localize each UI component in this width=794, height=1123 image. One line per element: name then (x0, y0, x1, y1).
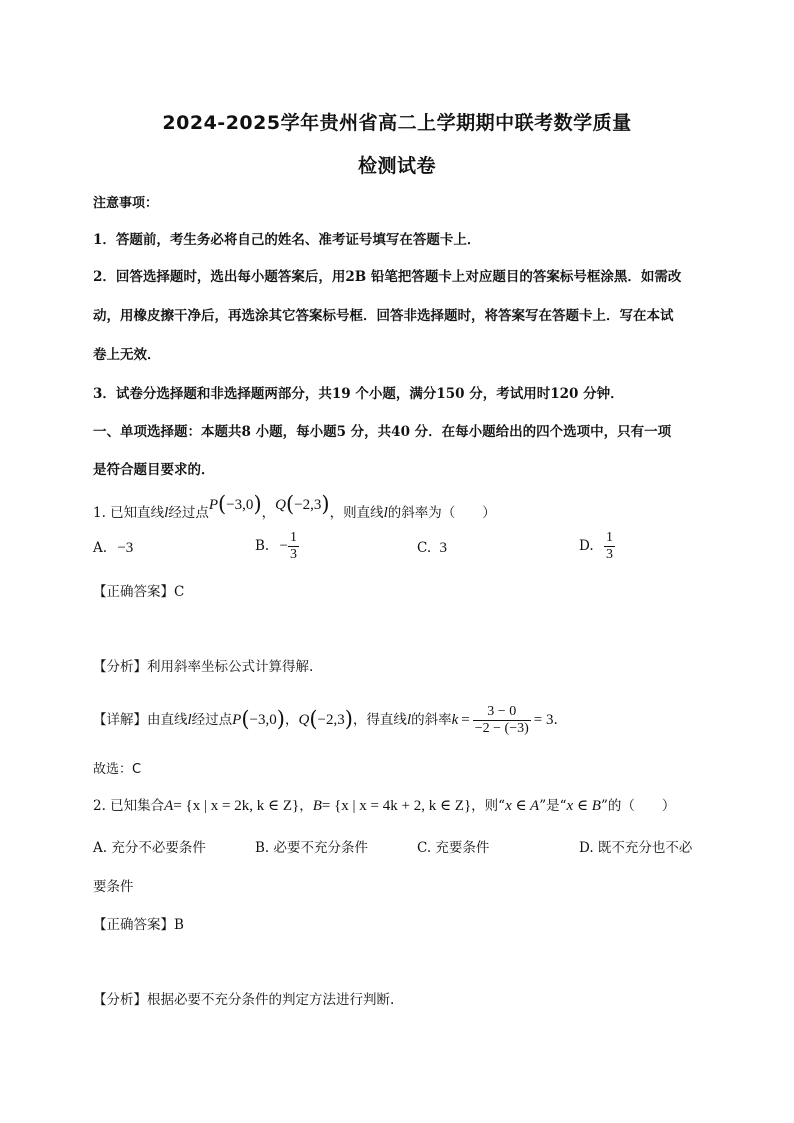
q1-correct-answer: 【正确答案】C (93, 584, 185, 600)
q1-option-d-fraction (604, 530, 615, 563)
q2-stem-text-c: ”是“ (539, 798, 567, 814)
q2-set-b-def: = {x | x = 4k + 2, k ∈ Z} (321, 798, 472, 814)
q1-comma: ， (261, 505, 276, 521)
q1-option-b-numerator: 1 (289, 530, 297, 545)
q1-detail-point-q: Q (298, 712, 310, 729)
q2-set-a-name: A (164, 798, 174, 814)
q2-stem-text-b: ，则“ (471, 798, 506, 814)
q1-stem-text-d: 的斜率为（ ） (387, 505, 496, 521)
q1-option-b-label: B. (255, 538, 270, 555)
q1-option-b (255, 530, 299, 563)
exam-title-line-1: 2024-2025学年贵州省高二上学期期中联考数学质量 (162, 112, 632, 134)
section-1-heading-line-2: 是符合题目要求的． (93, 462, 215, 478)
q1-option-d-numerator: 1 (605, 530, 613, 545)
q1-slope-fraction (473, 704, 531, 737)
q1-slope-k: k (451, 712, 459, 729)
q1-point-p-coords: −3,0 (226, 497, 254, 513)
q1-option-c-value: 3 (439, 540, 447, 556)
q2-analysis-text: 根据必要不充分条件的判定方法进行判断. (147, 992, 395, 1008)
q2-stem-text-a: 2. 已知集合 (93, 798, 165, 814)
q1-option-a-value: −3 (117, 540, 134, 556)
q1-analysis-text: 利用斜率坐标公式计算得解. (147, 659, 314, 675)
q1-option-d-denominator: 3 (605, 547, 613, 563)
section-1-heading-line-1: 一、单项选择题：本题共8 小题，每小题5 分，共40 分．在每小题给出的四个选项中，只有一项 (93, 424, 672, 440)
note-2-line-1: 2．回答选择题时，选出每小题答案后，用2B 铅笔把答题卡上对应题目的答案标号框涂黑．如需改 (93, 269, 682, 285)
q1-detail-text-b: 经过点 (191, 712, 233, 729)
q1-detail: 【详解】由直线l经过点P(−3,0)，Q(−2,3)，得直线l的斜率k = $\frac{3 - 0}{-2 - (-3)}$ = 3. (93, 704, 558, 737)
q2-separator: ， (299, 798, 313, 814)
q1-slope-numerator: 3 − 0 (487, 704, 517, 719)
q1-option-c (417, 540, 447, 557)
q2-set-a-def: = {x | x = 2k, k ∈ Z} (173, 798, 300, 814)
q1-stem-text-c: ，则直线 (329, 505, 384, 521)
q1-detail-comma: ， (284, 712, 299, 729)
q2-option-b: B. 必要不充分条件 (255, 840, 369, 856)
q1-analysis (93, 655, 313, 675)
q1-detail-point-p-coords: −3,0 (249, 712, 277, 729)
note-2-line-3: 卷上无效． (93, 347, 161, 363)
q1-detail-line-symbol: l (187, 712, 192, 729)
q2-correct-answer: 【正确答案】B (93, 917, 184, 933)
q1-detail-line-symbol-2: l (406, 712, 412, 729)
q2-option-d-continued: 要条件 (93, 879, 134, 895)
q1-option-d-label: D. (579, 538, 594, 555)
q1-detail-text-d: 的斜率 (411, 712, 452, 729)
q2-option-a: A. 充分不必要条件 (93, 840, 206, 856)
q1-option-b-sign: − (279, 538, 288, 555)
q1-option-b-denominator: 3 (289, 547, 297, 563)
q2-analysis (93, 988, 394, 1008)
q1-detail-point-q-coords: −2,3 (317, 712, 345, 729)
q1-option-a (93, 540, 133, 557)
q1-detail-point-p: P (232, 712, 242, 729)
question-1-stem: 1. 已知直线l经过点P(−3,0)，Q(−2,3)，则直线l的斜率为（ ） (93, 492, 496, 521)
q1-option-b-fraction (288, 530, 299, 563)
q1-detail-period: . (553, 712, 558, 729)
q1-detail-text-c: ，得直线 (352, 712, 407, 729)
q1-option-d (579, 530, 615, 563)
q2-analysis-tag: 【分析】 (93, 992, 147, 1008)
note-2-line-2: 动，用橡皮擦干净后，再选涂其它答案标号框．回答非选择题时，将答案写在答题卡上．写在本试 (93, 308, 674, 324)
question-2-stem (93, 794, 675, 815)
q1-stem-text-a: 1. 已知直线 (93, 505, 165, 521)
q1-detail-tag: 【详解】 (93, 712, 147, 729)
q1-point-q-coords: −2,3 (294, 497, 322, 513)
q1-detail-text-a: 由直线 (147, 712, 188, 729)
q1-point-q: Q (275, 497, 286, 513)
note-3: 3．试卷分选择题和非选择题两部分，共19 个小题，满分150 分，考试用时120 分钟． (93, 386, 624, 402)
q1-stem-text-b: 经过点 (168, 505, 209, 521)
q1-option-c-label: C. (417, 540, 432, 556)
q1-analysis-tag: 【分析】 (93, 659, 147, 675)
q1-slope-denominator: −2 − (−3) (474, 721, 529, 737)
q1-line-symbol-2: l (383, 505, 388, 521)
q2-option-d: D. 既不充分也不必 (579, 840, 693, 856)
q1-slope-result: = 3 (533, 712, 554, 729)
note-1: 1．答题前，考生务必将自己的姓名、准考证号填写在答题卡上． (93, 232, 481, 248)
q2-x-in-b: x ∈ B (566, 798, 601, 814)
q1-equals: = (461, 712, 470, 729)
q1-choose: 故选：C (93, 762, 142, 777)
q2-stem-text-d: ”的（ ） (600, 798, 676, 814)
q2-option-c: C. 充要条件 (417, 840, 490, 856)
q2-x-in-a: x ∈ A (505, 798, 540, 814)
q1-option-a-label: A. (93, 540, 108, 556)
q2-set-b-name: B (312, 798, 322, 814)
q1-point-p: P (208, 497, 219, 513)
exam-title-line-2: 检测试卷 (357, 155, 436, 177)
notes-heading: 注意事项： (93, 196, 159, 211)
q1-line-symbol: l (164, 505, 169, 521)
